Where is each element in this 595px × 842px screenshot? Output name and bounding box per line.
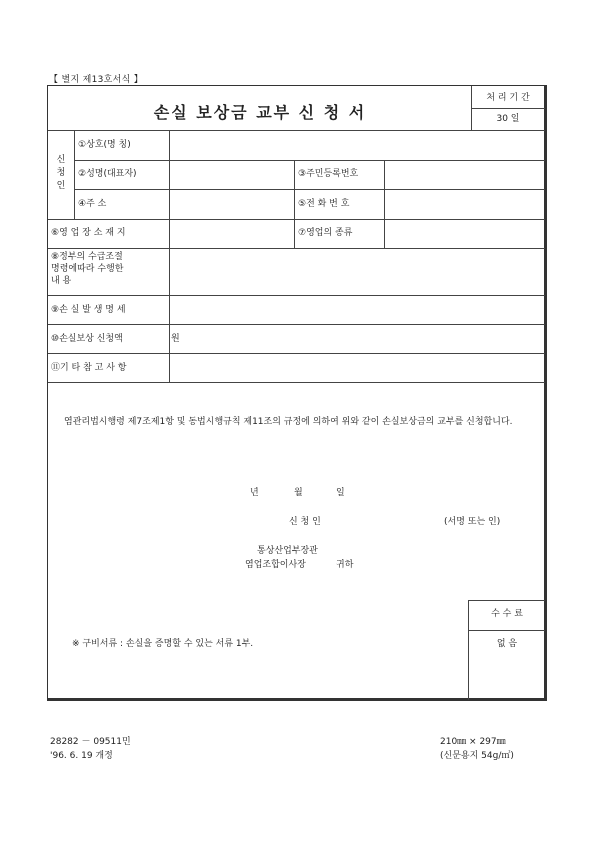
form-number: 【 별지 제13호서식 】 [49,75,144,85]
fee-value: 없 음 [496,639,518,649]
divider [468,630,545,631]
date-month-label: 월 [294,488,303,498]
signature-or-seal-hint: (서명 또는 인) [444,517,501,527]
processing-period-label: 처 리 기 간 [486,93,530,103]
recipient-honorific: 귀하 [336,560,354,570]
recipient-association: 염업조합이사장 [245,560,306,570]
remarks-label: ⑪기 타 참 고 사 항 [51,363,127,373]
date-year-label: 년 [250,488,259,498]
compensation-amount-field[interactable] [185,325,545,352]
fee-label: 수 수 료 [491,609,523,619]
representative-name-label: ②성명(대표자) [78,169,137,179]
company-name-label: ①상호(명 칭) [78,140,131,150]
divider [468,600,545,601]
paper-type: (신문용지 54g/㎡) [440,751,514,761]
company-name-field[interactable] [170,131,545,159]
applicant-group-label: 신청인 [56,155,66,191]
loss-detail-field[interactable] [170,296,545,323]
recipient-minister: 통상산업부장관 [257,546,318,556]
resident-number-field[interactable] [385,161,545,188]
representative-name-field[interactable] [170,161,293,188]
paper-size: 210㎜ × 297㎜ [440,737,506,747]
address-field[interactable] [170,190,293,218]
address-label: ④주 소 [78,199,107,209]
divider [74,130,75,219]
business-type-field[interactable] [385,220,545,247]
loss-detail-label: ⑨손 실 발 생 명 세 [51,305,126,315]
resident-number-label: ③주민등록번호 [298,169,359,179]
compensation-amount-unit: 원 [171,334,180,344]
divider [48,382,545,383]
divider [294,160,295,248]
phone-label: ⑤전 화 번 호 [298,199,350,209]
government-order-label-line3: 내 용 [51,276,72,286]
divider [468,600,469,700]
application-statement: 염관리법시행령 제7조제1항 및 동법시행규칙 제11조의 규정에 의하여 위와 같이 손실보상금의 교부를 신청합니다. [64,417,513,427]
required-documents-note: ※ 구비서류 : 손실을 증명할 수 있는 서류 1부. [72,639,254,649]
divider [471,108,545,109]
remarks-field[interactable] [170,354,545,381]
government-order-label-line1: ⑧정부의 수급조절 [51,252,123,262]
applicant-signature-label: 신 청 인 [289,517,321,527]
date-day-label: 일 [336,488,345,498]
compensation-amount-label: ⑩손실보상 신청액 [51,334,123,344]
government-order-field[interactable] [170,249,545,294]
phone-field[interactable] [385,190,545,218]
revision-date: '96. 6. 19 개정 [50,751,113,761]
business-location-label: ⑥영 업 장 소 재 지 [51,228,126,238]
business-location-field[interactable] [170,220,293,247]
processing-period-value: 30 일 [496,114,520,124]
form-code: 28282 － 09511민 [50,737,131,747]
government-order-label-line2: 명령에따라 수행한 [51,264,124,274]
form-title: 손실 보상금 교부 신 청 서 [153,103,367,122]
business-type-label: ⑦영업의 종류 [298,228,353,238]
